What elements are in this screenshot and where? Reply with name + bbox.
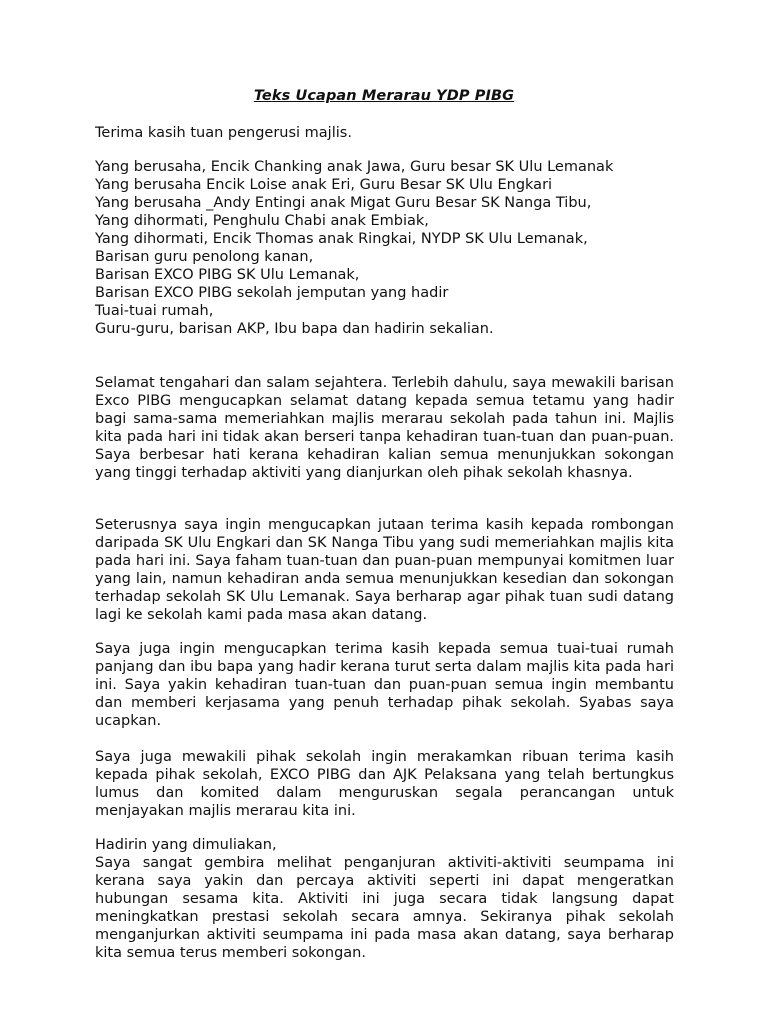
paragraph-thanks-community: Saya juga ingin mengucapkan terima kasih kepada semua tuai-tuai rumah panjang dan ibu bapa yang hadir kerana turut serta dalam majlis kita pada hari ini. Saya yakin kehadiran tuan-tuan dan puan-puan semua ingin membantu dan memberi kerjasama yang penuh terhadap pihak sekolah. Syabas saya ucapkan. (95, 641, 674, 729)
salutation-line: Yang dihormati, Penghulu Chabi anak Embiak, (95, 213, 429, 229)
opening-line: Terima kasih tuan pengerusi majlis. (95, 125, 352, 141)
salutation-line: Barisan EXCO PIBG sekolah jemputan yang hadir (95, 285, 449, 301)
document-title: Teks Ucapan Merarau YDP PIBG (253, 88, 515, 104)
paragraph-welcome: Selamat tengahari dan salam sejahtera. Terlebih dahulu, saya mewakili barisan Exco PIBG mengucapkan selamat datang kepada semua tetamu yang hadir bagi sama-sama memeriahkan majlis merarau sekolah pada tahun ini. Majlis kita pada hari ini tidak akan berseri tanpa kehadiran tuan-tuan dan puan-puan. Saya berbesar hati kerana kehadiran kalian semua menunjukkan sokongan yang tinggi terhadap aktiviti yang dianjurkan oleh pihak sekolah khasnya. (95, 375, 674, 481)
salutation-line: Yang berusaha _Andy Entingi anak Migat Guru Besar SK Nanga Tibu, (95, 195, 592, 211)
salutation-line: Yang dihormati, Encik Thomas anak Ringkai, NYDP SK Ulu Lemanak, (95, 231, 588, 247)
salutation-line: Barisan EXCO PIBG SK Ulu Lemanak, (95, 267, 360, 283)
salutation-line: Tuai-tuai rumah, (95, 303, 214, 319)
paragraph-thanks-guests: Seterusnya saya ingin mengucapkan jutaan terima kasih kepada rombongan daripada SK Ulu Engkari dan SK Nanga Tibu yang sudi memeriahkan majlis kita pada hari ini. Saya faham tuan-tuan dan puan-puan mempunyai komitmen luar yang lain, namun kehadiran anda semua menunjukkan kesedian dan sokongan terhadap sekolah SK Ulu Lemanak. Saya berharap agar pihak tuan sudi datang lagi ke sekolah kami pada masa akan datang. (95, 517, 674, 623)
salutation-line: Yang berusaha, Encik Chanking anak Jawa, Guru besar SK Ulu Lemanak (95, 159, 614, 175)
final-greeting: Hadirin yang dimuliakan, (95, 837, 277, 853)
salutation-line: Yang berusaha Encik Loise anak Eri, Guru Besar SK Ulu Engkari (95, 177, 553, 193)
paragraph-thanks-committee: Saya juga mewakili pihak sekolah ingin merakamkan ribuan terima kasih kepada pihak sekolah, EXCO PIBG dan AJK Pelaksana yang telah bertungkus lumus dan komited dalam menguruskan segala perancangan untuk menjayakan majlis merarau kita ini. (95, 749, 674, 819)
salutation-line: Barisan guru penolong kanan, (95, 249, 314, 265)
paragraph-closing: Saya sangat gembira melihat penganjuran aktiviti-aktiviti seumpama ini kerana saya yakin dan percaya aktiviti seperti ini dapat mengeratkan hubungan sesama kita. Aktiviti ini juga secara tidak langsung dapat meningkatkan prestasi sekolah secara amnya. Sekiranya pihak sekolah menganjurkan aktiviti seumpama ini pada masa akan datang, saya berharap kita semua terus memberi sokongan. (95, 855, 674, 961)
salutation-line: Guru-guru, barisan AKP, Ibu bapa dan hadirin sekalian. (95, 321, 494, 337)
